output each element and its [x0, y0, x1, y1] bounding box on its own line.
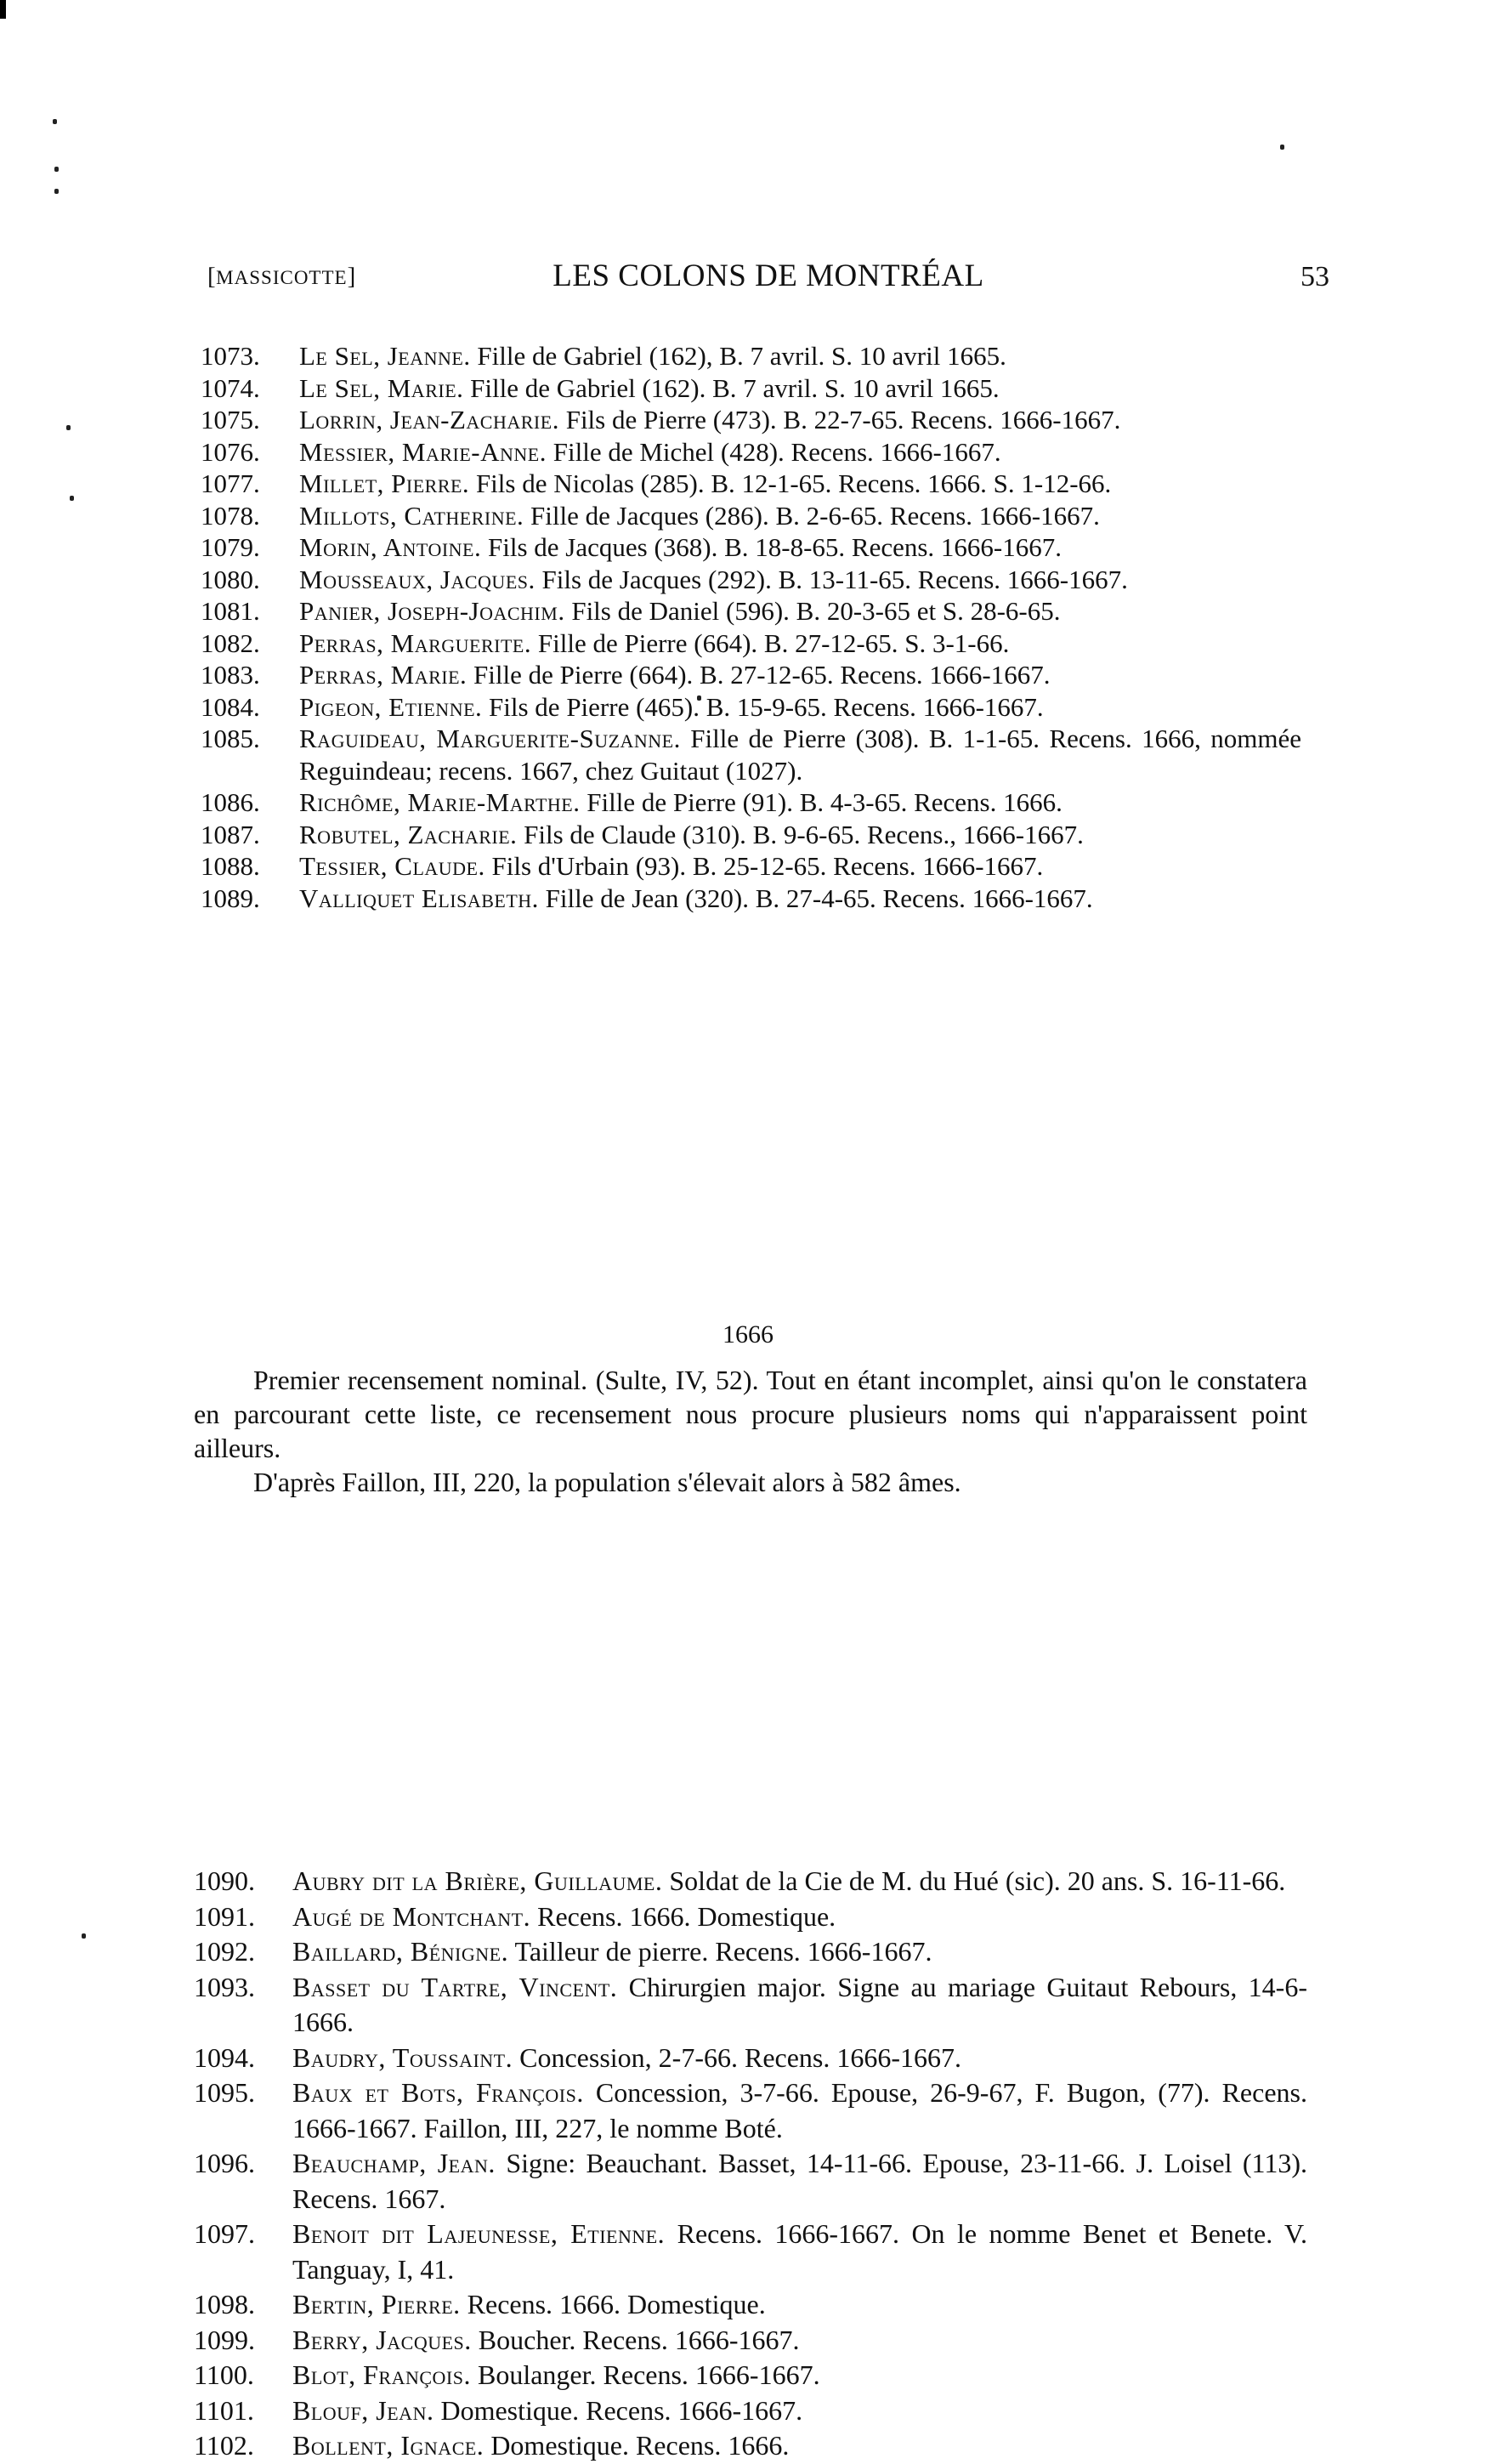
entry-name: Bertin, Pierre. [292, 2289, 461, 2319]
entry-number: 1101. [194, 2394, 254, 2426]
entry-name: Valliquet Elisabeth. [299, 883, 539, 913]
entry-name: Messier, Marie-Anne. [299, 436, 547, 467]
entry-number: 1096. [194, 2148, 255, 2178]
entry-text: Fils de Daniel (596). B. 20-3-65 et S. 28-6-65. [571, 596, 1061, 626]
entry-name: Baux et Bots, François. [292, 2077, 584, 2108]
entry-item [201, 404, 1301, 436]
entry-number: 1091. [194, 1900, 255, 1932]
entry-text: Fils de Pierre (473). B. 22-7-65. Recens. 1666-1667. [565, 405, 1121, 434]
entry-text: Fille de Gabriel (162), B. 7 avril. S. 10 avril 1665. [477, 341, 1006, 371]
scan-speck [66, 425, 71, 430]
entry-number: 1094. [194, 2041, 255, 2073]
entry-text: Fils de Nicolas (285). B. 12-1-65. Recens. 1666. S. 1-12-66. [475, 468, 1112, 498]
entry-number: 1102. [194, 2430, 254, 2461]
entry-text: Concession, 2-7-66. Recens. 1666-1667. [519, 2041, 962, 2073]
entry-name: Pigeon, Etienne. [299, 691, 483, 722]
entry-item [194, 2393, 1307, 2429]
entry-text: Soldat de la Cie de M. du Hué (sic). 20 ans. S. 16-11-66. [669, 1865, 1286, 1896]
entry-number: 1076. [201, 436, 260, 467]
entry-number: 1092. [194, 1936, 255, 1967]
entry-number: 1077. [201, 468, 260, 498]
entry-name: Blouf, Jean. [292, 2394, 434, 2426]
entry-name: Beauchamp, Jean. [292, 2148, 496, 2178]
entry-item [201, 819, 1301, 851]
entry-number: 1100. [194, 2359, 254, 2390]
entry-number: 1099. [194, 2324, 255, 2355]
entry-text: Fille de Michel (428). Recens. 1666-1667. [552, 436, 1001, 467]
entry-item [201, 627, 1301, 660]
entry-number: 1090. [194, 1865, 255, 1896]
entry-number: 1074. [201, 372, 260, 403]
entry-text: Fils de Pierre (465). B. 15-9-65. Recens. 1666-1667. [489, 691, 1044, 722]
entry-text: Domestique. Recens. 1666-1667. [440, 2394, 803, 2426]
entry-text: Signe: Beauchant. Basset, 14-11-66. Epouse, 23-11-66. J. Loisel (113). Recens. 1667. [292, 2148, 1308, 2214]
entry-text: Recens. 1666. Domestique. [467, 2289, 766, 2319]
entry-item [201, 659, 1301, 691]
entry-number: 1093. [194, 1971, 255, 2002]
entry-item [201, 786, 1301, 819]
entry-item [201, 372, 1301, 405]
entry-name: Richôme, Marie-Marthe. [299, 787, 581, 817]
scan-speck [54, 167, 59, 172]
entry-text: Fils de Claude (310). B. 9-6-65. Recens., 1666-1667. [524, 819, 1084, 849]
entry-number: 1079. [201, 532, 260, 562]
entry-number: 1088. [201, 851, 260, 881]
entry-text: Boucher. Recens. 1666-1667. [478, 2324, 800, 2355]
entry-item [201, 340, 1301, 372]
entry-item [201, 850, 1301, 883]
entry-text: Fille de Pierre (91). B. 4-3-65. Recens. 1666. [586, 787, 1062, 817]
entry-name: Panier, Joseph-Joachim. [299, 596, 565, 626]
entry-item [201, 531, 1301, 564]
entry-number: 1075. [201, 405, 260, 434]
entry-name: Lorrin, Jean-Zacharie. [299, 405, 559, 434]
entry-name: Blot, François. [292, 2359, 471, 2390]
entry-number: 1086. [201, 787, 260, 817]
page-title: LES COLONS DE MONTRÉAL [552, 258, 984, 293]
entry-name: Millots, Catherine. [299, 500, 524, 531]
entry-name: Perras, Marie. [299, 660, 468, 690]
page-number: 53 [1300, 261, 1329, 292]
entry-item [194, 2323, 1307, 2359]
entry-number: 1097. [194, 2218, 255, 2249]
entry-name: Baillard, Bénigne. [292, 1936, 509, 1967]
entry-name: Morin, Antoine. [299, 532, 482, 562]
entry-name: Robutel, Zacharie. [299, 819, 518, 849]
entry-item [194, 2358, 1307, 2393]
entry-number: 1078. [201, 500, 260, 531]
entry-text: Fille de Gabriel (162). B. 7 avril. S. 10 avril 1665. [470, 372, 1000, 403]
entry-name: Augé de Montchant. [292, 1900, 531, 1932]
entry-number: 1095. [194, 2077, 255, 2108]
intro-paragraph: Premier recensement nominal. (Sulte, IV, 52). Tout en étant incomplet, ainsi qu'on le constatera en parcourant cette liste, ce recensement nous procure plusieurs noms qui n'apparaissent point ailleurs. [194, 1365, 1307, 1463]
entry-name: Benoit dit Lajeunesse, Etienne. [292, 2218, 666, 2249]
entry-item [201, 564, 1301, 596]
entry-item [201, 883, 1301, 915]
entry-number: 1082. [201, 627, 260, 658]
entry-text: Recens. 1666. Domestique. [537, 1900, 836, 1932]
entry-text: Concession, 3-7-66. Epouse, 26-9-67, F. Bugon, (77). Recens. 1666-1667. Faillon, III, 227, le nomme Boté. [292, 2077, 1307, 2143]
intro-paragraph: D'après Faillon, III, 220, la population s'élevait alors à 582 âmes. [253, 1467, 961, 1497]
entry-item [194, 1970, 1307, 2041]
entry-text: Boulanger. Recens. 1666-1667. [477, 2359, 820, 2390]
entry-item [194, 2146, 1307, 2217]
entry-text: Recens. 1666-1667. On le nomme Benet et Benete. V. Tanguay, I, 41. [292, 2218, 1308, 2285]
scan-speck [1280, 145, 1284, 150]
entry-item [194, 2217, 1307, 2287]
entry-item [194, 2075, 1307, 2146]
entry-text: Fille de Pierre (664). B. 27-12-65. Recens. 1666-1667. [473, 660, 1051, 690]
entry-name: Mousseaux, Jacques. [299, 564, 536, 594]
entry-item [194, 2041, 1307, 2076]
year-heading: 1666 [722, 1320, 774, 1348]
entry-item [201, 436, 1301, 468]
entry-name: Raguideau, Marguerite-Suzanne. [299, 724, 681, 753]
entry-number: 1073. [201, 341, 260, 371]
entry-text: Fille de Jean (320). B. 27-4-65. Recens. 1666-1667. [545, 883, 1093, 913]
entry-text: Domestique. Recens. 1666. [490, 2430, 790, 2461]
entry-number: 1098. [194, 2289, 255, 2319]
entry-text: Fils d'Urbain (93). B. 25-12-65. Recens. 1666-1667. [491, 851, 1044, 881]
scan-edge-mark [0, 0, 6, 19]
entry-item [194, 1934, 1307, 1970]
entry-name: Tessier, Claude. [299, 851, 485, 881]
entry-item [201, 691, 1301, 724]
running-header [207, 258, 1329, 300]
entry-item [201, 595, 1301, 627]
entry-text: Tailleur de pierre. Recens. 1666-1667. [514, 1936, 932, 1967]
entry-item [194, 1864, 1307, 1899]
entry-number: 1080. [201, 564, 260, 594]
scan-speck [82, 1933, 86, 1939]
entry-name: Millet, Pierre. [299, 468, 470, 498]
header-author: [MASSICOTTE] [207, 263, 356, 290]
entry-item [201, 500, 1301, 532]
entry-item [201, 723, 1301, 786]
entry-name: Bollent, Ignace. [292, 2430, 484, 2461]
entry-name: Perras, Marguerite. [299, 627, 532, 658]
entry-number: 1083. [201, 660, 260, 690]
scan-speck [53, 119, 57, 124]
entry-name: Berry, Jacques. [292, 2324, 472, 2355]
entry-name: Aubry dit la Brière, Guillaume. [292, 1865, 663, 1896]
entry-text: Fille de Pierre (308). B. 1-1-65. Recens. 1666, nommée Reguindeau; recens. 1667, chez Guitaut (1027). [299, 724, 1301, 786]
entry-list-1666 [194, 1864, 1307, 2464]
section-intro [194, 1363, 1307, 1499]
scan-speck [70, 496, 74, 501]
entry-text: Fille de Pierre (664). B. 27-12-65. S. 3-1-66. [537, 627, 1010, 658]
scan-speck [54, 189, 59, 194]
entry-text: Fils de Jacques (368). B. 18-8-65. Recens. 1666-1667. [488, 532, 1062, 562]
entry-text: Chirurgien major. Signe au mariage Guitaut Rebours, 14-6-1666. [292, 1971, 1307, 2037]
entry-item [201, 468, 1301, 500]
entry-text: Fille de Jacques (286). B. 2-6-65. Recens. 1666-1667. [530, 500, 1100, 531]
entry-name: Le Sel, Jeanne. [299, 341, 471, 371]
entry-name: Le Sel, Marie. [299, 372, 464, 403]
entry-number: 1089. [201, 883, 260, 913]
entry-list-1665 [201, 340, 1301, 914]
entry-item [194, 2428, 1307, 2464]
entry-item [194, 2287, 1307, 2323]
entry-number: 1087. [201, 819, 260, 849]
entry-number: 1085. [201, 724, 260, 753]
entry-item [194, 1899, 1307, 1935]
entry-name: Basset du Tartre, Vincent. [292, 1971, 618, 2002]
entry-text: Fils de Jacques (292). B. 13-11-65. Recens. 1666-1667. [541, 564, 1128, 594]
entry-number: 1084. [201, 691, 260, 722]
entry-name: Baudry, Toussaint. [292, 2041, 513, 2073]
entry-number: 1081. [201, 596, 260, 626]
